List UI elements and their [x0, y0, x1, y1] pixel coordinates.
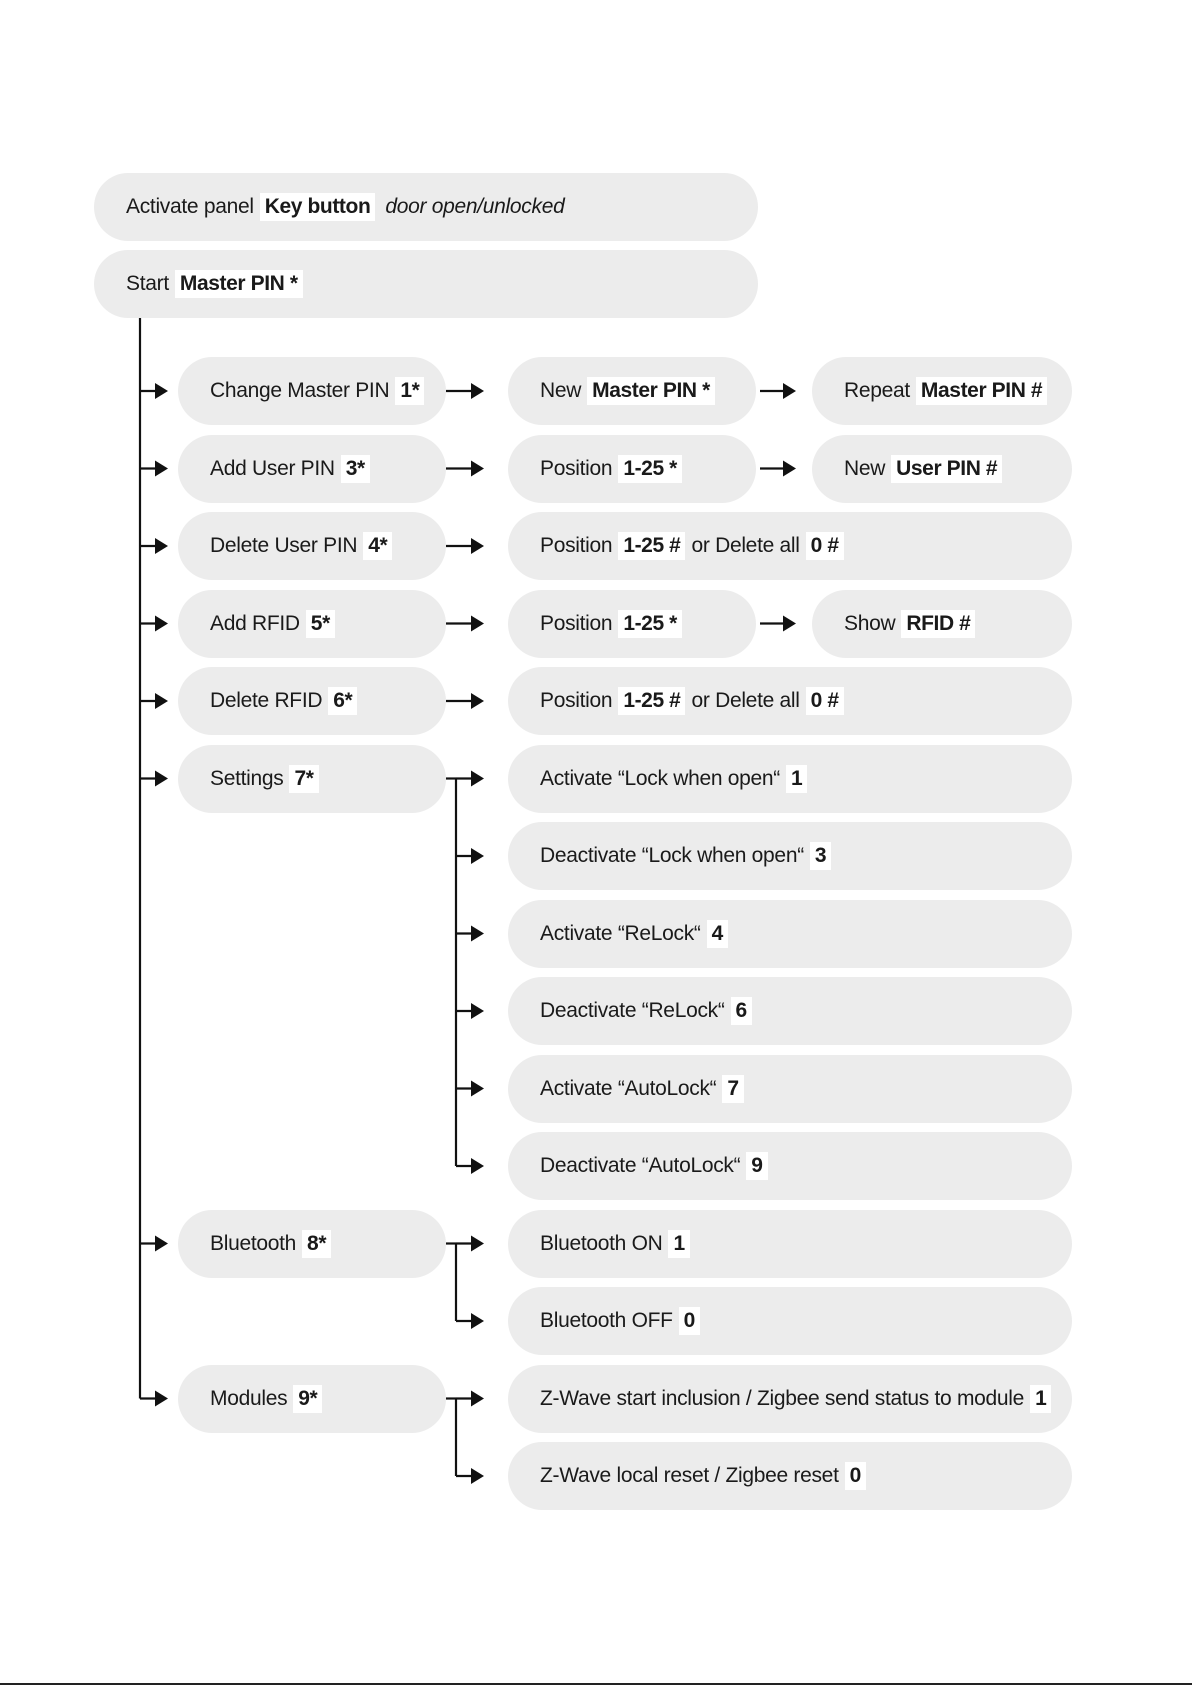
menu-modules-key: 9* [293, 1385, 322, 1413]
option-settings-4 [508, 1055, 1072, 1123]
option-settings-2 [508, 900, 1072, 968]
step-add-user-pin-1 [812, 435, 1072, 503]
menu-change-master-pin [178, 357, 446, 425]
option-bluetooth-0-part-1: 1 [668, 1230, 689, 1258]
option-settings-0 [508, 745, 1072, 813]
arrow-trunk-delete-user-pin-head [155, 538, 168, 554]
option-settings-2-part-0: Activate “ReLock“ [540, 921, 701, 945]
menu-bluetooth-label: Bluetooth [210, 1231, 297, 1255]
step-delete-rfid-0-part-3: 0 # [806, 687, 844, 715]
arrow-change-master-pin-1-head [783, 383, 796, 399]
arrow-trunk-settings-head [155, 771, 168, 787]
menu-delete-rfid-key: 6* [328, 687, 357, 715]
menu-add-rfid-label: Add RFID [210, 611, 300, 635]
menu-change-master-pin-key: 1* [395, 377, 424, 405]
menu-add-user-pin-key: 3* [341, 455, 370, 483]
arrow-settings-opt-1-head [471, 848, 484, 864]
menu-delete-rfid [178, 667, 446, 735]
option-settings-1-part-0: Deactivate “Lock when open“ [540, 844, 804, 867]
step-delete-rfid-0-part-2: or Delete all [691, 689, 800, 712]
step-add-rfid-1-part-0: Show [844, 611, 896, 635]
step-add-rfid-1-part-1: RFID # [901, 610, 975, 638]
arrow-modules-opt-0-head [471, 1391, 484, 1407]
step-delete-user-pin-0 [508, 512, 1072, 580]
arrow-settings-opt-4-head [471, 1081, 484, 1097]
option-modules-1 [508, 1442, 1072, 1510]
menu-delete-user-pin [178, 512, 446, 580]
step-change-master-pin-1-part-1: Master PIN # [916, 377, 1047, 405]
menu-change-master-pin-label: Change Master PIN [210, 379, 390, 402]
step-add-rfid-0-part-1: 1-25 * [618, 610, 682, 638]
top-activate-part-0: Activate panel [126, 195, 254, 218]
step-add-user-pin-0 [508, 435, 756, 503]
arrow-bluetooth-opt-1-head [471, 1313, 484, 1329]
top-activate [94, 173, 758, 241]
option-bluetooth-1-part-1: 0 [679, 1307, 700, 1335]
option-bluetooth-1 [508, 1287, 1072, 1355]
step-add-rfid-1 [812, 590, 1072, 658]
step-add-rfid-0 [508, 590, 756, 658]
option-settings-2-part-1: 4 [707, 920, 728, 948]
arrow-settings-opt-3-head [471, 1003, 484, 1019]
option-modules-1-part-0: Z-Wave local reset / Zigbee reset [540, 1464, 839, 1487]
step-delete-user-pin-0-part-0: Position [540, 534, 613, 557]
option-settings-4-part-0: Activate “AutoLock“ [540, 1076, 717, 1100]
top-start [94, 250, 758, 318]
option-modules-0-part-0: Z-Wave start inclusion / Zigbee send status to module [540, 1386, 1025, 1410]
arrow-delete-user-pin-0-head [471, 538, 484, 554]
option-settings-3-part-0: Deactivate “ReLock“ [540, 999, 725, 1022]
step-delete-rfid-0-part-1: 1-25 # [618, 687, 685, 715]
top-start-part-1: Master PIN * [175, 270, 303, 298]
option-settings-5-part-0: Deactivate “AutoLock“ [540, 1154, 741, 1177]
arrow-trunk-modules-head [155, 1391, 168, 1407]
option-modules-1-part-1: 0 [845, 1462, 866, 1490]
menu-add-user-pin [178, 435, 446, 503]
menu-add-rfid-key: 5* [306, 610, 335, 638]
arrow-settings-opt-0-head [471, 771, 484, 787]
menu-modules [178, 1365, 446, 1433]
option-modules-0 [508, 1365, 1072, 1433]
arrow-add-user-pin-1-head [783, 461, 796, 477]
arrow-modules-opt-1-head [471, 1468, 484, 1484]
menu-settings-key: 7* [289, 765, 318, 793]
step-delete-user-pin-0-part-2: or Delete all [691, 534, 800, 557]
arrow-settings-opt-5-head [471, 1158, 484, 1174]
arrow-trunk-add-user-pin-head [155, 461, 168, 477]
arrow-change-master-pin-0-head [471, 383, 484, 399]
option-settings-5 [508, 1132, 1072, 1200]
step-delete-rfid-0 [508, 667, 1072, 735]
option-settings-5-part-1: 9 [746, 1152, 767, 1180]
arrow-add-rfid-1-head [783, 616, 796, 632]
step-change-master-pin-0-part-0: New [540, 379, 582, 402]
top-start-part-0: Start [126, 272, 169, 295]
arrow-trunk-bluetooth-head [155, 1236, 168, 1252]
arrow-trunk-delete-rfid-head [155, 693, 168, 709]
option-modules-0-part-1: 1 [1030, 1385, 1051, 1413]
menu-settings [178, 745, 446, 813]
arrow-delete-rfid-0-head [471, 693, 484, 709]
arrow-add-user-pin-0-head [471, 461, 484, 477]
step-add-user-pin-0-part-0: Position [540, 456, 613, 480]
menu-settings-label: Settings [210, 766, 284, 790]
step-add-rfid-0-part-0: Position [540, 611, 613, 635]
menu-delete-user-pin-key: 4* [363, 532, 392, 560]
step-delete-rfid-0-part-0: Position [540, 689, 613, 712]
option-settings-3 [508, 977, 1072, 1045]
step-change-master-pin-1-part-0: Repeat [844, 379, 910, 402]
menu-bluetooth-key: 8* [302, 1230, 331, 1258]
option-settings-3-part-1: 6 [731, 997, 752, 1025]
step-add-user-pin-0-part-1: 1-25 * [618, 455, 682, 483]
option-bluetooth-1-part-0: Bluetooth OFF [540, 1309, 673, 1332]
menu-add-user-pin-label: Add User PIN [210, 456, 335, 480]
step-add-user-pin-1-part-1: User PIN # [891, 455, 1002, 483]
option-settings-4-part-1: 7 [722, 1075, 743, 1103]
option-bluetooth-0-part-0: Bluetooth ON [540, 1231, 663, 1255]
step-add-user-pin-1-part-0: New [844, 456, 886, 480]
arrow-add-rfid-0-head [471, 616, 484, 632]
top-activate-part-1: Key button [260, 193, 376, 221]
step-delete-user-pin-0-part-1: 1-25 # [618, 532, 685, 560]
menu-delete-rfid-label: Delete RFID [210, 689, 323, 712]
arrow-settings-opt-2-head [471, 926, 484, 942]
step-change-master-pin-0 [508, 357, 756, 425]
arrow-trunk-add-rfid-head [155, 616, 168, 632]
option-settings-1 [508, 822, 1072, 890]
top-activate-part-2: door open/unlocked [385, 195, 565, 218]
menu-modules-label: Modules [210, 1386, 288, 1410]
menu-add-rfid [178, 590, 446, 658]
arrow-bluetooth-opt-0-head [471, 1236, 484, 1252]
step-delete-user-pin-0-part-3: 0 # [806, 532, 844, 560]
menu-bluetooth [178, 1210, 446, 1278]
step-change-master-pin-0-part-1: Master PIN * [587, 377, 715, 405]
option-settings-0-part-0: Activate “Lock when open“ [540, 766, 780, 790]
arrow-trunk-change-master-pin-head [155, 383, 168, 399]
menu-delete-user-pin-label: Delete User PIN [210, 534, 358, 557]
step-change-master-pin-1 [812, 357, 1072, 425]
option-bluetooth-0 [508, 1210, 1072, 1278]
option-settings-1-part-1: 3 [810, 842, 831, 870]
option-settings-0-part-1: 1 [786, 765, 807, 793]
